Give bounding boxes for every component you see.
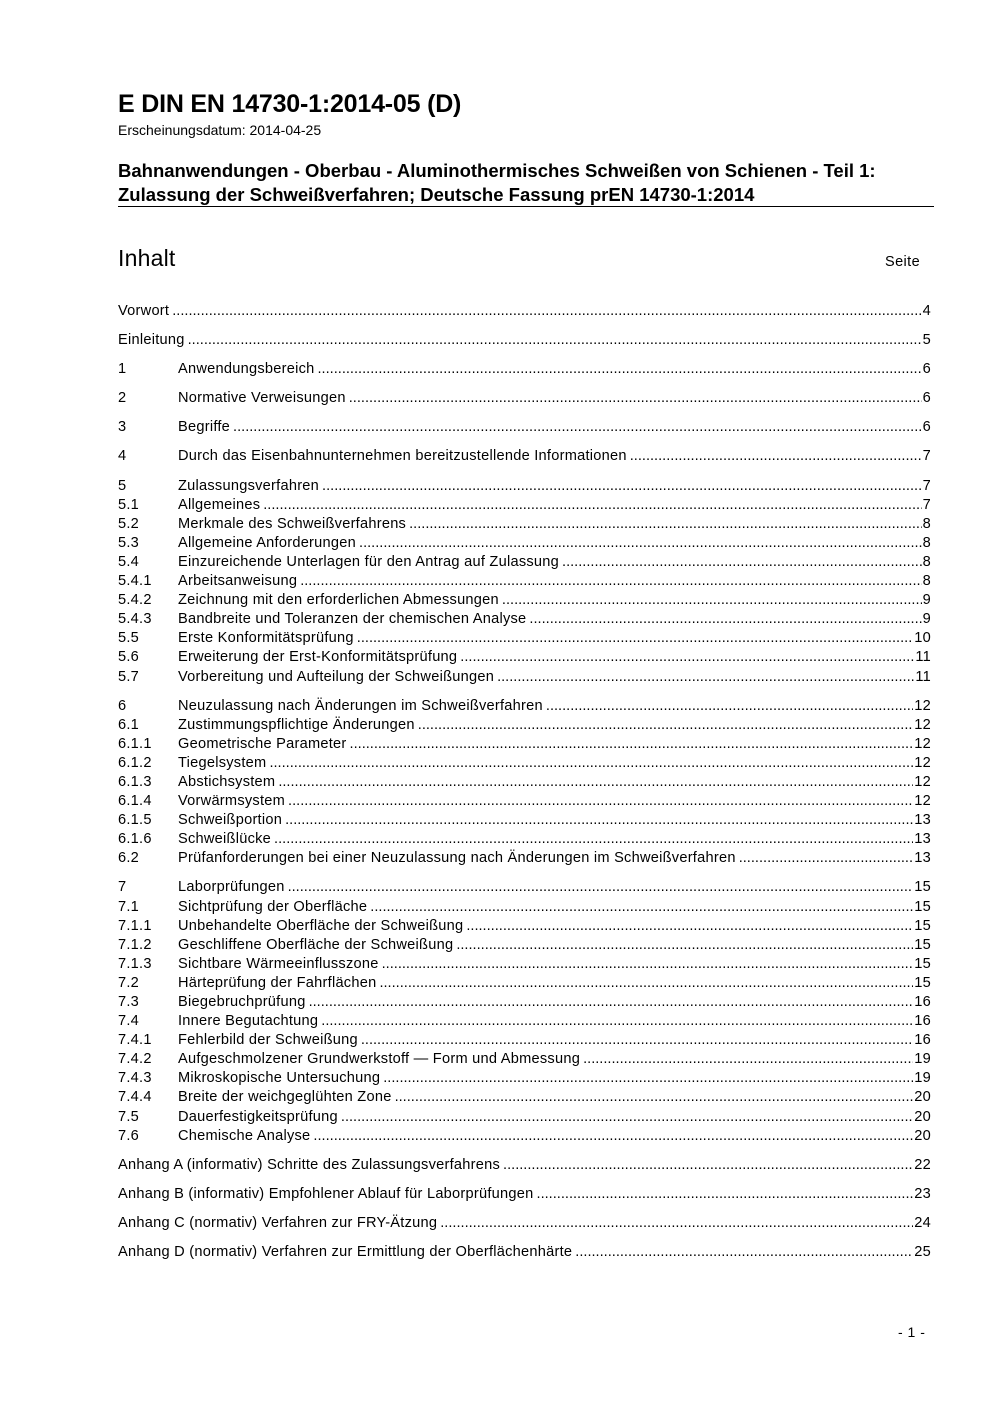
toc-dot-leader [739, 849, 914, 868]
toc-entry-page: 15 [914, 917, 931, 934]
toc-entry-page: 5 [922, 332, 931, 349]
toc-entry-number: 6.1.3 [118, 773, 152, 790]
toc-entry-title: Chemische Analyse [178, 1127, 311, 1144]
toc-entry-title: Anhang A (informativ) Schritte des Zulassungsverfahrens [118, 1156, 501, 1173]
toc-entry-title: Geometrische Parameter [178, 735, 347, 752]
toc-entry[interactable] [118, 591, 931, 610]
toc-entry-title: Vorwort [118, 303, 170, 319]
toc-entry-page: 8 [922, 534, 931, 551]
toc-entry-number: 6.1.1 [118, 735, 152, 752]
page-number: - 1 - [898, 1324, 926, 1340]
toc-dot-leader [321, 1012, 913, 1031]
toc-dot-leader [546, 697, 913, 716]
toc-entry-title: Biegebruchprüfung [178, 994, 306, 1010]
toc-entry-page: 12 [914, 716, 931, 733]
toc-entry-number: 7.1.3 [118, 955, 152, 972]
toc-entry-title: Neuzulassung nach Änderungen im Schweißverfahren [178, 697, 543, 714]
toc-entry-number: 5.2 [118, 515, 140, 532]
toc-entry-page: 19 [914, 1051, 931, 1068]
toc-dot-leader [562, 553, 922, 572]
toc-dot-leader [233, 418, 922, 437]
toc-entry-page: 13 [914, 812, 931, 829]
toc-entry-number: 5.7 [118, 668, 140, 685]
toc-dot-leader [575, 1243, 913, 1262]
toc-entry-number: 7.1 [118, 898, 140, 915]
toc-dot-leader [440, 1214, 913, 1233]
toc-entry[interactable] [118, 735, 931, 754]
toc-dot-leader [502, 591, 922, 610]
toc-entry-title: Anhang B (informativ) Empfohlener Ablauf für Laborprüfungen [118, 1185, 534, 1202]
toc-entry-number: 7.4.4 [118, 1089, 152, 1106]
toc-entry-page: 16 [914, 994, 931, 1010]
toc-dot-leader [318, 360, 922, 379]
toc-entry[interactable] [118, 716, 931, 735]
release-date: Erscheinungsdatum: 2014-04-25 [118, 122, 322, 138]
toc-entry-page: 15 [914, 955, 931, 972]
toc-entry-title: Laborprüfungen [178, 879, 285, 896]
toc-entry-page: 6 [922, 361, 931, 378]
toc-entry-page: 8 [922, 515, 931, 532]
toc-entry[interactable] [118, 830, 931, 849]
toc-entry-number: 7.5 [118, 1108, 140, 1125]
toc-entry[interactable] [118, 1069, 931, 1088]
toc-entry-number: 7.6 [118, 1127, 140, 1144]
toc-entry-number: 6.1 [118, 716, 140, 733]
toc-entry-page: 19 [914, 1070, 931, 1087]
toc-entry-title: Unbehandelte Oberfläche der Schweißung [178, 917, 464, 934]
toc-entry-number: 7.4.3 [118, 1070, 152, 1087]
toc-entry-number: 6.1.5 [118, 812, 152, 829]
toc-entry[interactable] [118, 1012, 931, 1031]
toc-dot-leader [383, 1069, 913, 1088]
toc-entry[interactable] [118, 1108, 931, 1127]
toc-entry-title: Allgemeines [178, 496, 261, 513]
toc-entry-title: Bandbreite und Toleranzen der chemischen Analyse [178, 611, 527, 628]
toc-entry[interactable] [118, 792, 931, 811]
toc-entry[interactable] [118, 447, 931, 466]
toc-entry-title: Zulassungsverfahren [178, 477, 320, 494]
toc-entry-title: Einleitung [118, 332, 185, 349]
toc-entry[interactable] [118, 878, 931, 897]
toc-dot-leader [460, 648, 914, 667]
toc-entry-page: 4 [922, 303, 931, 319]
toc-entry-page: 24 [914, 1214, 931, 1231]
toc-entry-page: 7 [922, 496, 931, 513]
toc-entry[interactable] [118, 553, 931, 572]
toc-entry-page: 23 [914, 1185, 931, 1202]
toc-entry-title: Härteprüfung der Fahrflächen [178, 974, 377, 991]
toc-dot-leader [313, 1127, 913, 1146]
toc-dot-leader [309, 993, 914, 1012]
toc-dot-leader [630, 447, 922, 466]
toc-entry[interactable] [118, 496, 931, 515]
toc-entry[interactable] [118, 754, 931, 773]
toc-entry-title: Begriffe [178, 419, 231, 436]
toc-entry-number: 5.6 [118, 649, 140, 666]
toc-entry[interactable] [118, 629, 931, 648]
toc-dot-leader [466, 917, 913, 936]
toc-entry-page: 7 [922, 448, 931, 465]
toc-entry-title: Dauerfestigkeitsprüfung [178, 1108, 338, 1125]
toc-entry[interactable] [118, 648, 931, 667]
toc-dot-leader [288, 792, 913, 811]
toc-entry[interactable] [118, 572, 931, 591]
toc-entry-title: Innere Begutachtung [178, 1013, 319, 1030]
toc-entry-title: Zeichnung mit den erforderlichen Abmessungen [178, 592, 499, 609]
toc-entry-number: 5 [118, 477, 127, 494]
toc-entry-number: 5.1 [118, 496, 140, 513]
toc-entry-title: Merkmale des Schweißverfahrens [178, 515, 407, 532]
toc-entry[interactable] [118, 849, 931, 868]
toc-entry-page: 12 [914, 773, 931, 790]
toc-entry-number: 2 [118, 390, 127, 407]
toc-dot-leader [456, 936, 913, 955]
toc-entry-title: Vorbereitung und Aufteilung der Schweißungen [178, 668, 495, 685]
toc-entry-page: 6 [922, 419, 931, 436]
toc-entry[interactable] [118, 936, 931, 955]
toc-entry-page: 20 [914, 1108, 931, 1125]
toc-entry-page: 12 [914, 793, 931, 810]
toc-entry-number: 6.1.4 [118, 793, 152, 810]
toc-entry-number: 4 [118, 448, 127, 465]
toc-entry[interactable] [118, 1127, 931, 1146]
toc-entry-number: 5.3 [118, 534, 140, 551]
toc-entry[interactable] [118, 974, 931, 993]
toc-entry[interactable] [118, 302, 931, 321]
toc-dot-leader [285, 811, 913, 830]
toc-entry-title: Anhang C (normativ) Verfahren zur FRY-Ätzung [118, 1214, 438, 1231]
toc-entry[interactable] [118, 955, 931, 974]
toc-entry[interactable] [118, 1156, 931, 1175]
toc-entry-page: 20 [914, 1127, 931, 1144]
toc-entry-title: Sichtprüfung der Oberfläche [178, 898, 368, 915]
toc-entry[interactable] [118, 773, 931, 792]
document-title: E DIN EN 14730-1:2014-05 (D) [118, 90, 462, 118]
toc-entry-number: 7.1.1 [118, 917, 152, 934]
toc-entry-page: 16 [914, 1013, 931, 1030]
toc-entry[interactable] [118, 993, 931, 1012]
toc-entry-number: 5.4.3 [118, 611, 152, 628]
toc-dot-leader [349, 389, 922, 408]
toc-entry-page: 6 [922, 390, 931, 407]
toc-dot-leader [350, 735, 914, 754]
toc-entry-page: 8 [922, 573, 931, 590]
toc-entry[interactable] [118, 515, 931, 534]
toc-entry-number: 7.2 [118, 974, 140, 991]
toc-dot-leader [188, 331, 922, 350]
toc-dot-leader [341, 1108, 913, 1127]
toc-entry[interactable] [118, 610, 931, 629]
toc-entry-page: 12 [914, 754, 931, 771]
toc-entry-number: 6 [118, 697, 127, 714]
toc-entry[interactable] [118, 668, 931, 687]
toc-entry-title: Zustimmungspflichtige Änderungen [178, 716, 415, 733]
toc-dot-leader [409, 515, 922, 534]
toc-entry-title: Anhang D (normativ) Verfahren zur Ermittlung der Oberflächenhärte [118, 1244, 573, 1261]
toc-entry[interactable] [118, 389, 931, 408]
toc-entry[interactable] [118, 898, 931, 917]
toc-entry-page: 15 [914, 898, 931, 915]
toc-entry-page: 16 [914, 1032, 931, 1049]
toc-entry[interactable] [118, 534, 931, 553]
toc-dot-leader [322, 477, 922, 496]
toc-entry-number: 7.4.2 [118, 1051, 152, 1068]
toc-entry-page: 12 [914, 735, 931, 752]
toc-entry[interactable] [118, 917, 931, 936]
toc-entry-number: 6.1.2 [118, 754, 152, 771]
toc-dot-leader [379, 974, 913, 993]
toc-heading: Inhalt [118, 245, 176, 271]
toc-dot-leader [357, 629, 913, 648]
toc-entry-title: Abstichsystem [178, 773, 276, 790]
toc-entry-page: 11 [915, 668, 931, 685]
toc-entry-title: Aufgeschmolzener Grundwerkstoff — Form und Abmessung [178, 1051, 581, 1068]
toc-entry-title: Arbeitsanweisung [178, 573, 298, 590]
toc-dot-leader [278, 773, 913, 792]
toc-entry[interactable] [118, 1185, 931, 1204]
toc-entry-page: 10 [914, 630, 931, 647]
toc-dot-leader [497, 668, 914, 687]
toc-entry-title: Einzureichende Unterlagen für den Antrag auf Zulassung [178, 553, 560, 570]
toc-entry-title: Erste Konformitätsprüfung [178, 630, 354, 647]
toc-entry[interactable] [118, 1243, 931, 1262]
toc-entry-page: 12 [914, 697, 931, 714]
toc-entry-page: 15 [914, 936, 931, 953]
toc-entry-page: 7 [922, 477, 931, 494]
toc-dot-leader [370, 898, 913, 917]
toc-dot-leader [583, 1050, 913, 1069]
title-divider [118, 206, 934, 207]
toc-entry-page: 20 [914, 1089, 931, 1106]
toc-entry-title: Schweißlücke [178, 831, 272, 848]
document-subtitle: Bahnanwendungen - Oberbau - Aluminothermisches Schweißen von Schienen - Teil 1: Zulassung der Schweißverfahren; Deutsche Fassung prEN 14730-1:2014 [118, 160, 876, 205]
toc-entry-page: 15 [914, 974, 931, 991]
toc-dot-leader [172, 302, 921, 321]
toc-entry[interactable] [118, 811, 931, 830]
toc-entry-number: 7.4 [118, 1013, 140, 1030]
toc-entry-title: Schweißportion [178, 812, 283, 829]
toc-entry-number: 5.5 [118, 630, 140, 647]
toc-dot-leader [274, 830, 913, 849]
toc-entry-page: 25 [914, 1244, 931, 1261]
table-of-contents [118, 302, 931, 1262]
toc-entry[interactable] [118, 1088, 931, 1107]
toc-dot-leader [359, 534, 922, 553]
toc-entry[interactable] [118, 360, 931, 379]
toc-entry-number: 6.2 [118, 850, 140, 867]
toc-entry-title: Normative Verweisungen [178, 390, 346, 407]
toc-entry-number: 5.4.1 [118, 573, 152, 590]
toc-entry-number: 6.1.6 [118, 831, 152, 848]
toc-dot-leader [418, 716, 914, 735]
toc-entry-title: Mikroskopische Untersuchung [178, 1070, 381, 1087]
toc-entry-page: 9 [922, 592, 931, 609]
toc-entry-number: 1 [118, 361, 127, 378]
toc-entry-number: 7.4.1 [118, 1032, 152, 1049]
toc-entry-page: 15 [914, 879, 931, 896]
toc-entry-title: Prüfanforderungen bei einer Neuzulassung nach Änderungen im Schweißverfahren [178, 850, 736, 867]
toc-entry[interactable] [118, 331, 931, 350]
toc-entry-number: 7.1.2 [118, 936, 152, 953]
toc-dot-leader [269, 754, 913, 773]
toc-entry-number: 7 [118, 879, 127, 896]
toc-entry[interactable] [118, 418, 931, 437]
toc-entry-page: 22 [914, 1156, 931, 1173]
toc-dot-leader [382, 955, 914, 974]
toc-dot-leader [288, 878, 914, 897]
toc-entry-title: Erweiterung der Erst-Konformitätsprüfung [178, 649, 458, 666]
toc-entry-number: 3 [118, 419, 127, 436]
toc-entry-title: Vorwärmsystem [178, 793, 286, 810]
toc-dot-leader [395, 1088, 914, 1107]
toc-dot-leader [537, 1185, 914, 1204]
toc-page-column-label: Seite [885, 254, 921, 270]
toc-dot-leader [300, 572, 921, 591]
toc-entry[interactable] [118, 697, 931, 716]
toc-entry[interactable] [118, 477, 931, 496]
toc-entry-number: 7.3 [118, 994, 140, 1010]
toc-dot-leader [503, 1156, 913, 1175]
toc-entry-title: Allgemeine Anforderungen [178, 534, 357, 551]
toc-entry-page: 11 [915, 649, 931, 666]
toc-entry-number: 5.4 [118, 553, 140, 570]
toc-entry-page: 13 [914, 850, 931, 867]
toc-entry-title: Fehlerbild der Schweißung [178, 1032, 358, 1049]
toc-dot-leader [263, 496, 921, 515]
toc-entry-title: Tiegelsystem [178, 754, 267, 771]
toc-entry[interactable] [118, 1214, 931, 1233]
toc-dot-leader [361, 1031, 913, 1050]
toc-entry-page: 8 [922, 553, 931, 570]
toc-dot-leader [529, 610, 921, 629]
toc-entry-title: Geschliffene Oberfläche der Schweißung [178, 936, 454, 953]
toc-entry[interactable] [118, 1031, 931, 1050]
toc-entry-page: 13 [914, 831, 931, 848]
toc-entry-title: Sichtbare Wärmeeinflusszone [178, 955, 379, 972]
toc-entry-title: Durch das Eisenbahnunternehmen bereitzustellende Informationen [178, 448, 627, 465]
toc-entry-page: 9 [922, 611, 931, 628]
toc-entry-title: Anwendungsbereich [178, 361, 315, 378]
toc-entry-title: Breite der weichgeglühten Zone [178, 1089, 392, 1106]
toc-entry-number: 5.4.2 [118, 592, 152, 609]
toc-entry[interactable] [118, 1050, 931, 1069]
